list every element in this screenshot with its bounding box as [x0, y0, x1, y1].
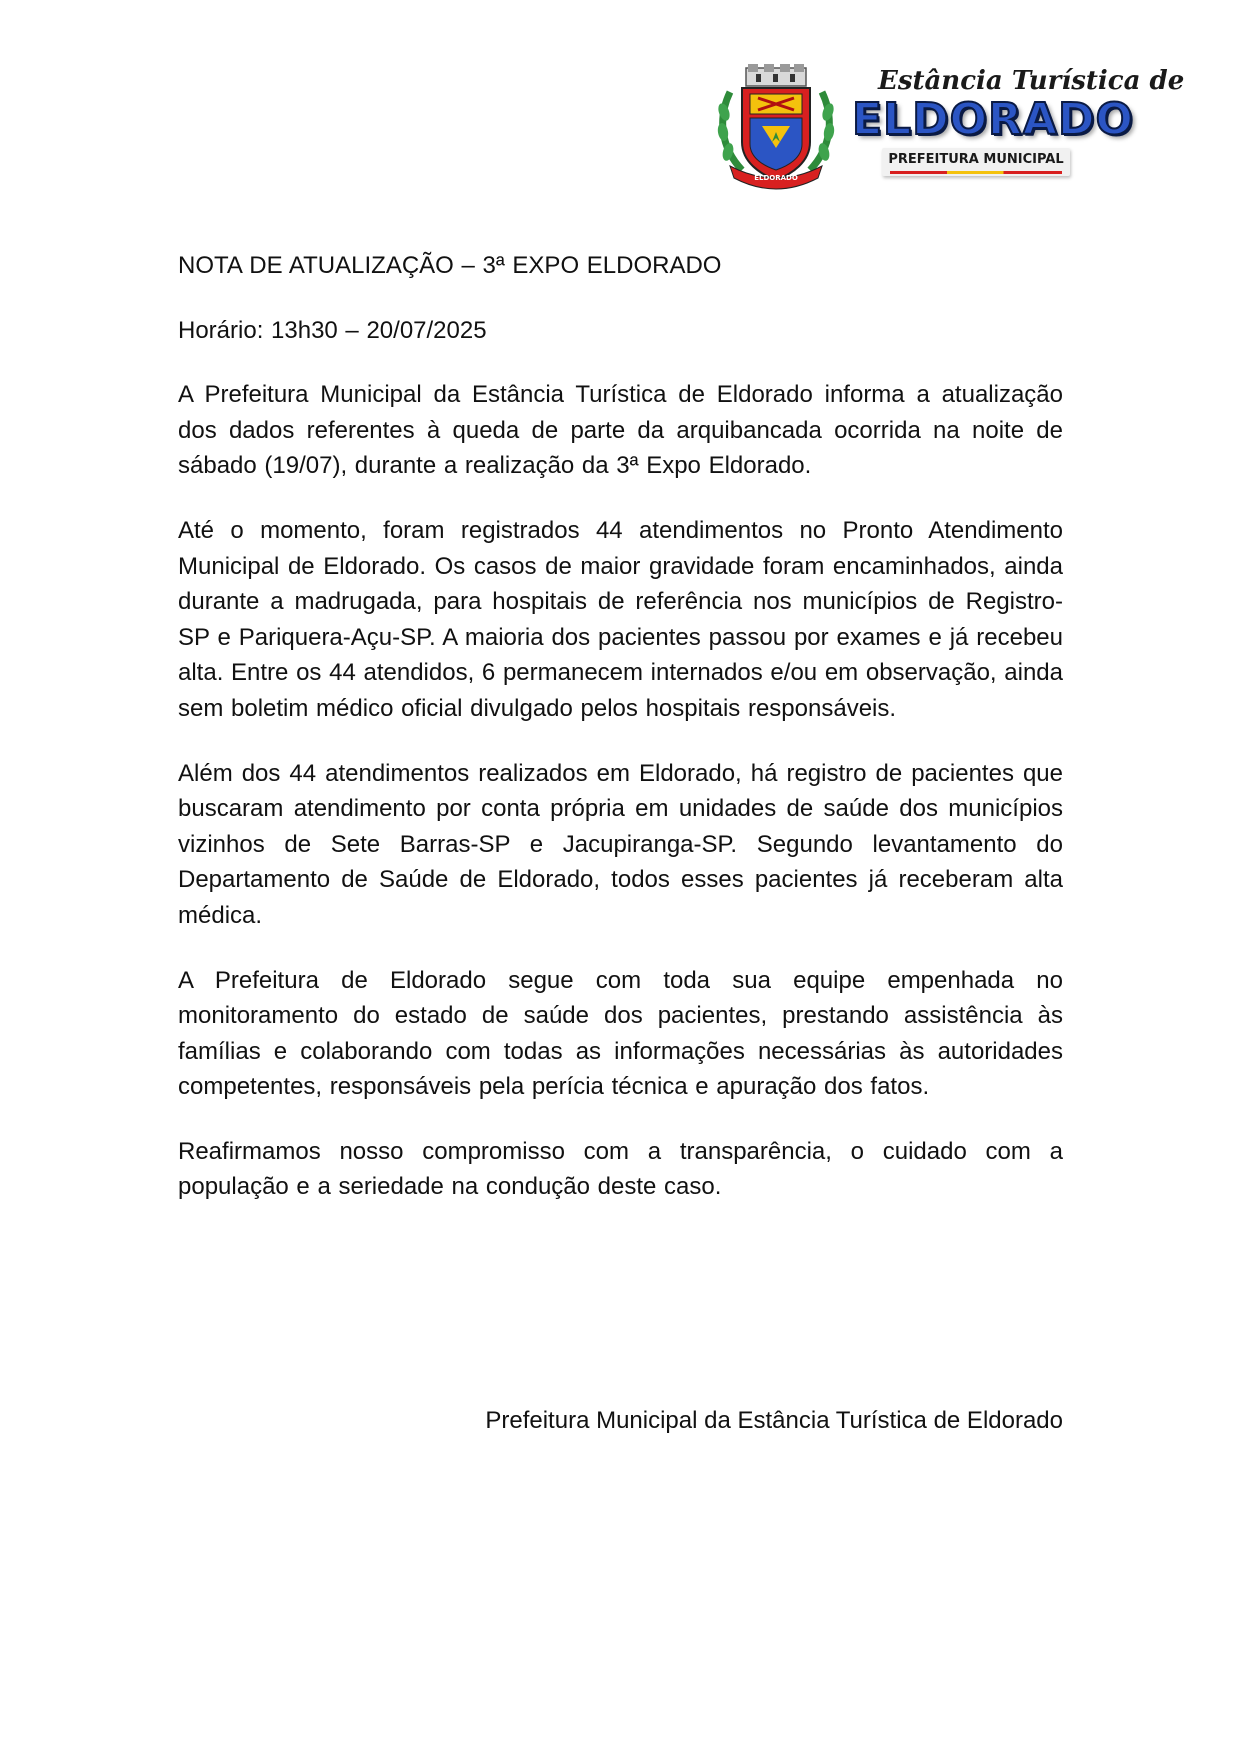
- brand-logo-name: ELDORADO: [852, 94, 1134, 145]
- document-signature: Prefeitura Municipal da Estância Turística de Eldorado: [485, 1407, 1063, 1434]
- paragraph-atendimentos: Até o momento, foram registrados 44 atendimentos no Pronto Atendimento Municipal de Eldorado. Os casos de maior gravidade foram encaminhados, ainda durante a madrugada, para hospitais de referência nos municípios de Registro-SP e Pariquera-Açu-SP. A maioria dos pacientes passou por exames e já recebeu alta. Entre os 44 atendidos, 6 permanecem internados e/ou em observação, ainda sem boletim médico oficial divulgado pelos hospitais responsáveis.: [178, 516, 1063, 722]
- brand-logo-stripe: [890, 171, 1062, 174]
- coat-of-arms-label: ELDORADO: [754, 174, 798, 182]
- paragraph-equipe: A Prefeitura de Eldorado segue com toda sua equipe empenhada no monitoramento do estado de saúde dos pacientes, prestando assistência às famílias e colaborando com todas as informações necessárias às autoridades competentes, responsáveis pela perícia técnica e apuração dos fatos.: [178, 966, 1063, 1101]
- document-title: NOTA DE ATUALIZAÇÃO – 3ª EXPO ELDORADO: [178, 252, 722, 279]
- paragraph-intro: A Prefeitura Municipal da Estância Turística de Eldorado informa a atualização dos dados referentes à queda de parte da arquibancada ocorrida na noite de sábado (19/07), durante a realização da 3ª Expo Eldorado.: [178, 381, 1063, 480]
- brand-logo-subtitle: PREFEITURA MUNICIPAL: [888, 152, 1064, 167]
- brand-logo-subtitle-box: [882, 148, 1070, 176]
- document-body: [178, 248, 1063, 1234]
- paragraph-municipios-vizinhos: Além dos 44 atendimentos realizados em Eldorado, há registro de pacientes que buscaram atendimento por conta própria em unidades de saúde dos municípios vizinhos de Sete Barras-SP e Jacupiranga-SP. Segundo levantamento do Departamento de Saúde de Eldorado, todos esses pacientes já receberam alta médica.: [178, 759, 1063, 929]
- coat-of-arms-logo: [712, 62, 840, 190]
- brand-logo: [852, 64, 1185, 184]
- document-timestamp: Horário: 13h30 – 20/07/2025: [178, 316, 487, 344]
- brand-logo-script: Estância Turística de: [878, 66, 1185, 96]
- paragraph-compromisso: Reafirmamos nosso compromisso com a transparência, o cuidado com a população e a seriedade na condução deste caso.: [178, 1137, 1063, 1201]
- header-logos: [712, 62, 1185, 192]
